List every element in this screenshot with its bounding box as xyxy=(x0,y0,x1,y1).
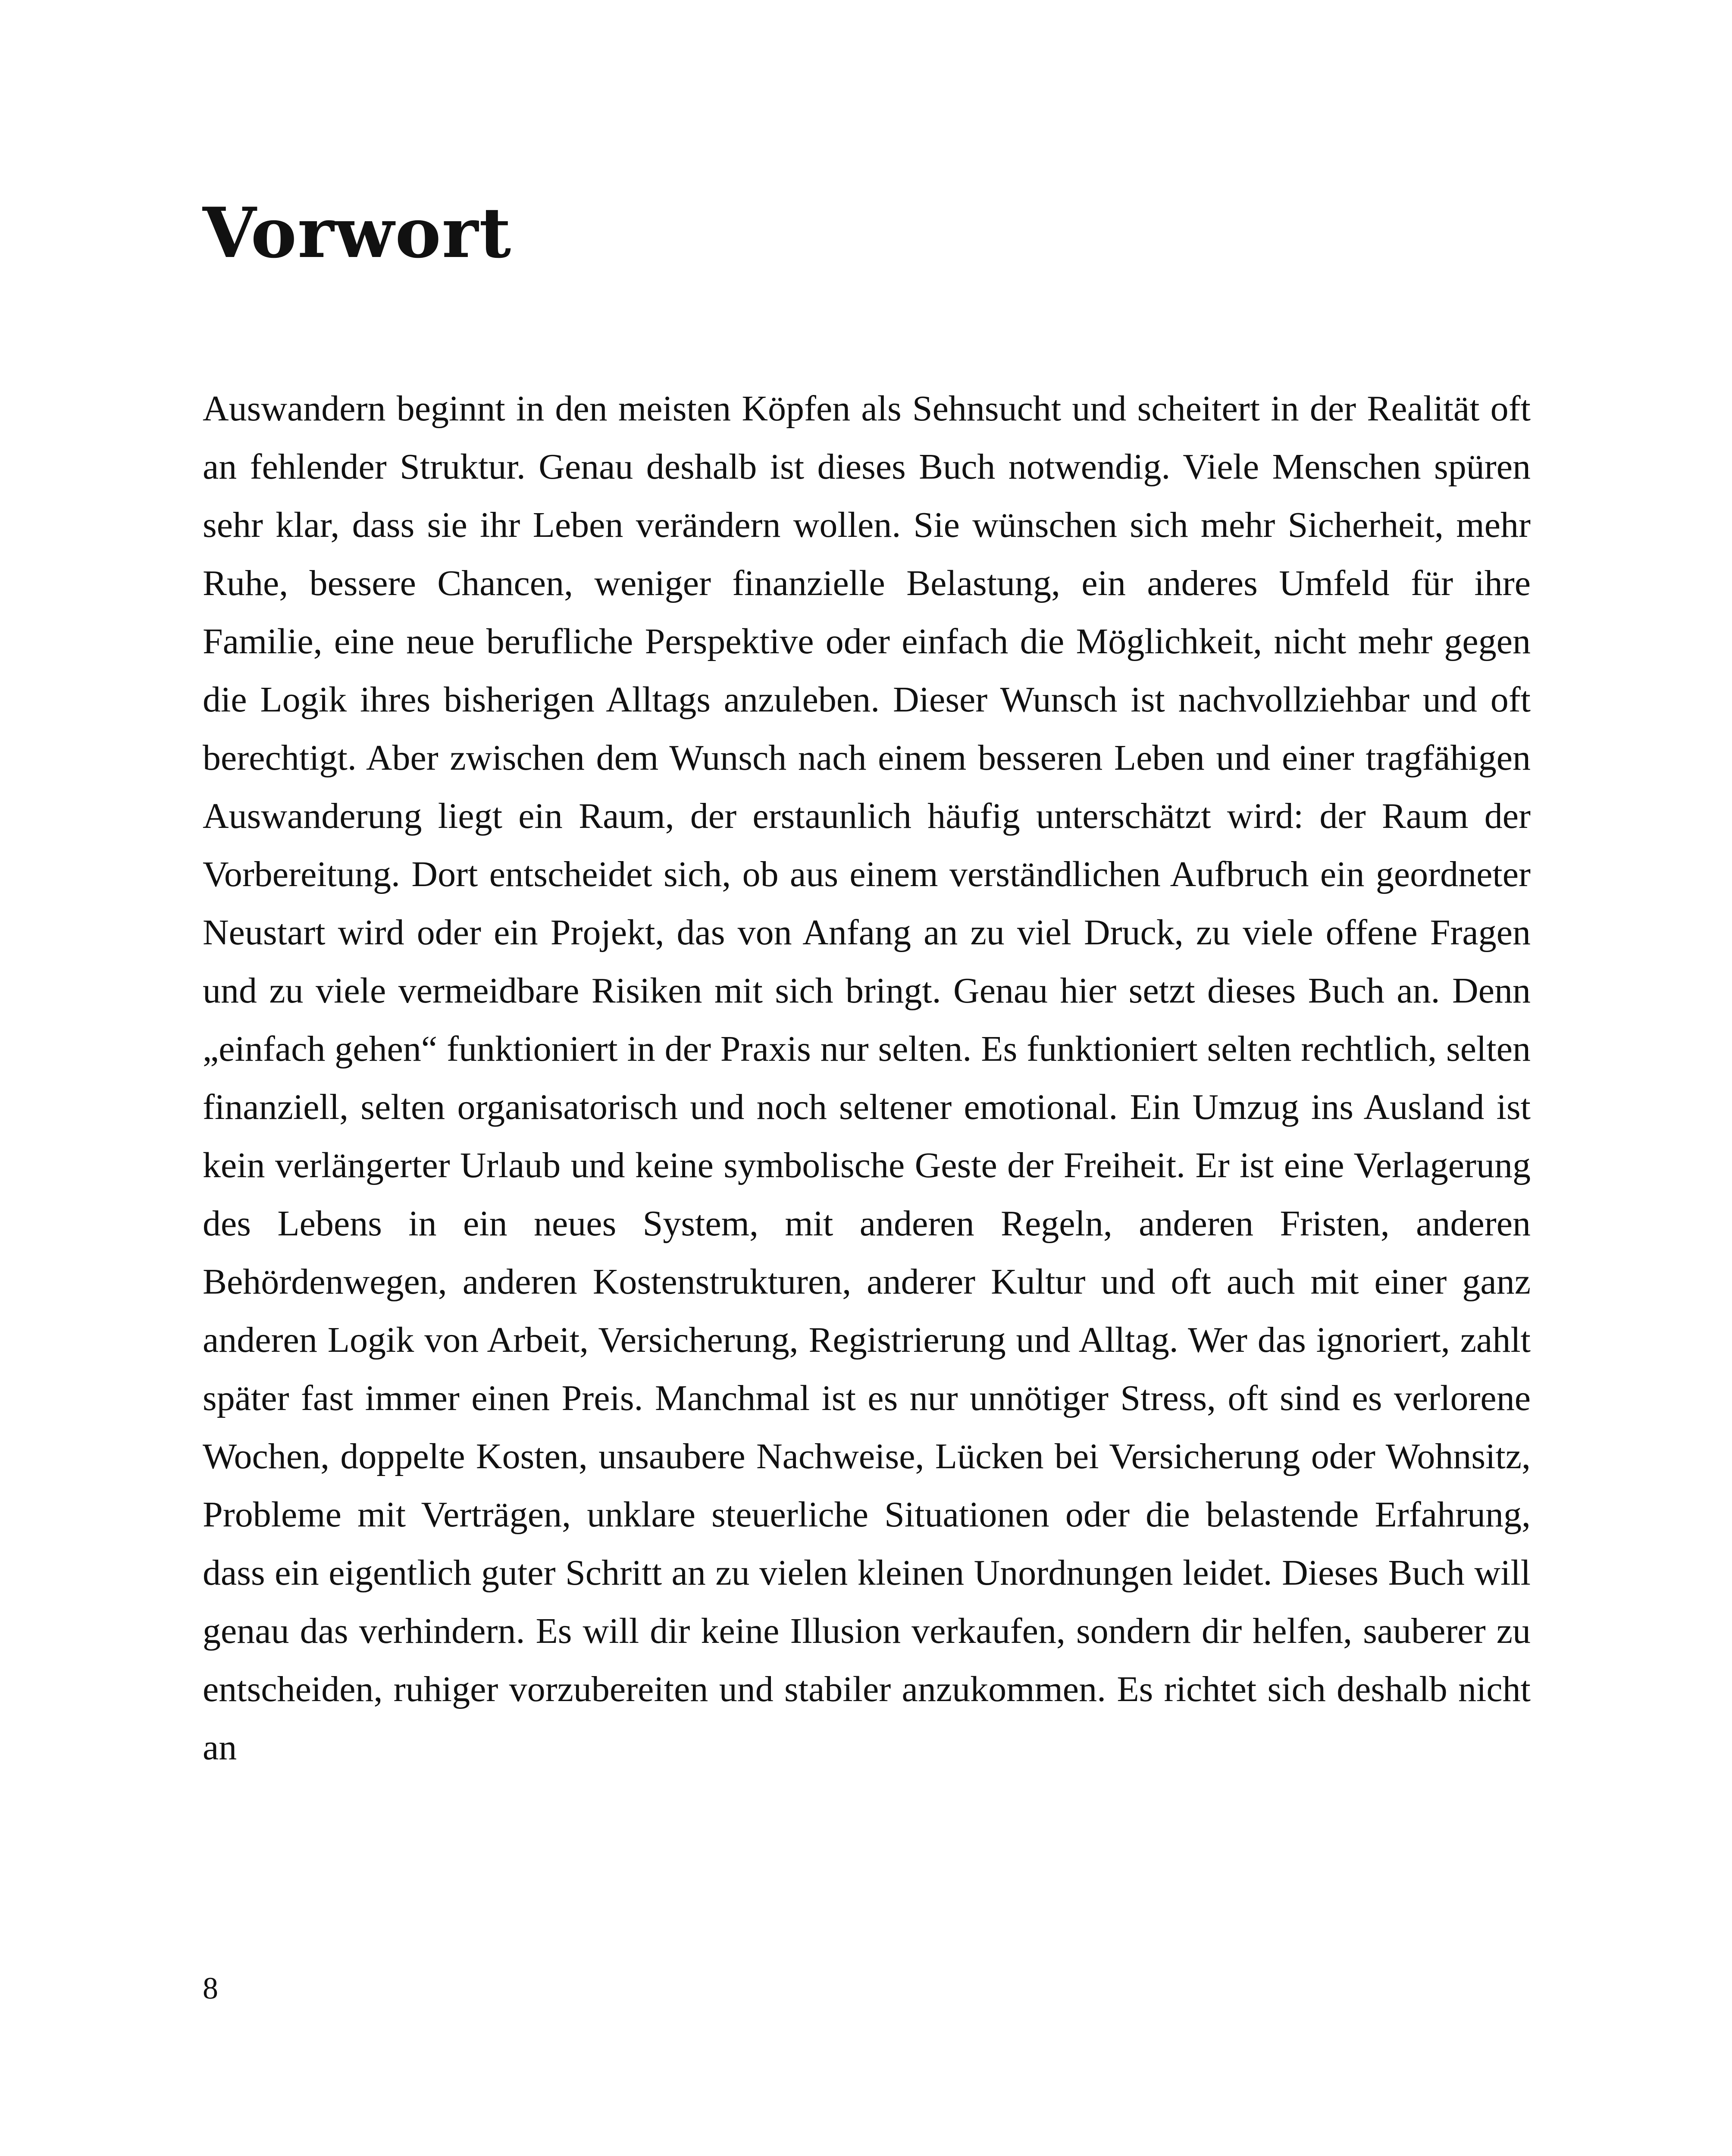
chapter-title: Vorwort xyxy=(203,192,512,273)
body-paragraph: Auswandern beginnt in den meisten Köpfen als Sehnsucht und scheitert in der Realität oft an fehlender Struktur. Genau deshalb ist dieses Buch notwendig. Viele Menschen spüren sehr klar, dass sie ihr Leben verändern wollen. Sie wünschen sich mehr Sicherheit, mehr Ruhe, bessere Chancen, weniger finanzielle Belastung, ein anderes Umfeld für ihre Familie, eine neue berufliche Perspektive oder einfach die Möglichkeit, nicht mehr gegen die Logik ihres bisherigen Alltags anzuleben. Dieser Wunsch ist nachvollziehbar und oft berechtigt. Aber zwischen dem Wunsch nach einem besseren Leben und einer tragfähigen Auswanderung liegt ein Raum, der erstaunlich häufig unterschätzt wird: der Raum der Vorbereitung. Dort entscheidet sich, ob aus einem verständlichen Aufbruch ein geordneter Neustart wird oder ein Projekt, das von Anfang an zu viel Druck, zu viele offene Fragen und zu viele vermeidbare Risiken mit sich bringt. Genau hier setzt dieses Buch an. Denn „einfach gehen“ funktioniert in der Praxis nur selten. Es funktioniert selten rechtlich, selten finanziell, selten organisatorisch und noch seltener emotional. Ein Umzug ins Ausland ist kein verlängerter Urlaub und keine symbolische Geste der Freiheit. Er ist eine Verlagerung des Lebens in ein neues System, mit anderen Regeln, anderen Fristen, anderen Behördenwegen, anderen Kostenstrukturen, anderer Kultur und oft auch mit einer ganz anderen Logik von Arbeit, Versicherung, Registrierung und Alltag. Wer das ignoriert, zahlt später fast immer einen Preis. Manchmal ist es nur unnötiger Stress, oft sind es verlorene Wochen, doppelte Kosten, unsaubere Nachweise, Lücken bei Versicherung oder Wohnsitz, Probleme mit Verträgen, unklare steuerliche Situationen oder die belastende Erfahrung, dass ein eigentlich guter Schritt an zu vielen kleinen Unordnungen leidet. Dieses Buch will genau das verhindern. Es will dir keine Illusion verkaufen, sondern dir helfen, sauberer zu entscheiden, ruhiger vorzubereiten und stabiler anzukommen. Es richtet sich deshalb nicht an xyxy=(203,389,1531,1767)
page-number: 8 xyxy=(203,1971,218,2006)
